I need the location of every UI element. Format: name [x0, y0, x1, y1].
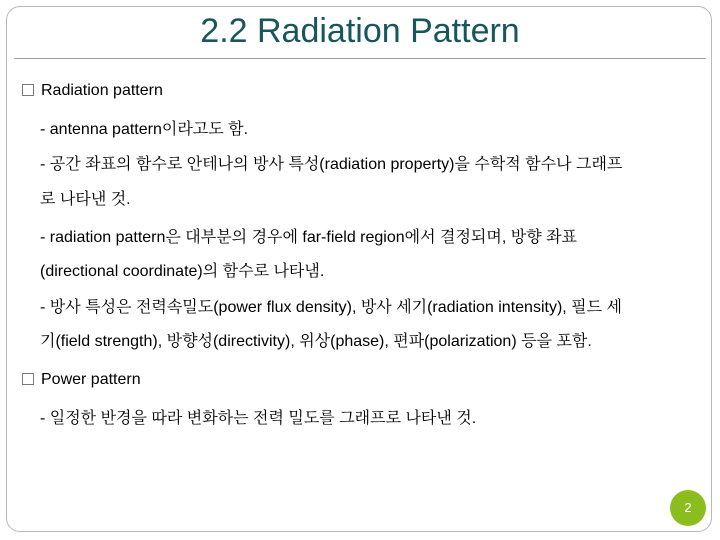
bullet-label: Power pattern — [41, 371, 141, 388]
text-line: (directional coordinate)의 함수로 나타냄. — [40, 263, 325, 280]
bullet-radiation-pattern — [22, 81, 163, 101]
checkbox-icon — [22, 373, 34, 385]
title-divider — [14, 58, 706, 59]
bullet-power-pattern — [22, 370, 141, 390]
slide-title: 2.2 Radiation Pattern — [200, 12, 520, 50]
bullet-label: Radiation pattern — [41, 82, 163, 99]
page-number-badge: 2 — [670, 490, 706, 526]
checkbox-icon — [22, 84, 34, 96]
text-line: - 방사 특성은 전력속밀도(power flux density), 방사 세기(radiation intensity), 필드 세 — [40, 299, 622, 316]
text-line: - radiation pattern은 대부분의 경우에 far-field region에서 결정되며, 방향 좌표 — [40, 229, 578, 246]
text-line: - 공간 좌표의 함수로 안테나의 방사 특성(radiation property)을 수학적 함수나 그래프 — [40, 156, 623, 173]
text-line: 기(field strength), 방향성(directivity), 위상(phase), 편파(polarization) 등을 포함. — [40, 333, 592, 350]
text-line: 로 나타낸 것. — [40, 191, 131, 208]
text-line: - 일정한 반경을 따라 변화하는 전력 밀도를 그래프로 나타낸 것. — [40, 410, 477, 427]
text-line: - antenna pattern이라고도 함. — [40, 121, 249, 138]
